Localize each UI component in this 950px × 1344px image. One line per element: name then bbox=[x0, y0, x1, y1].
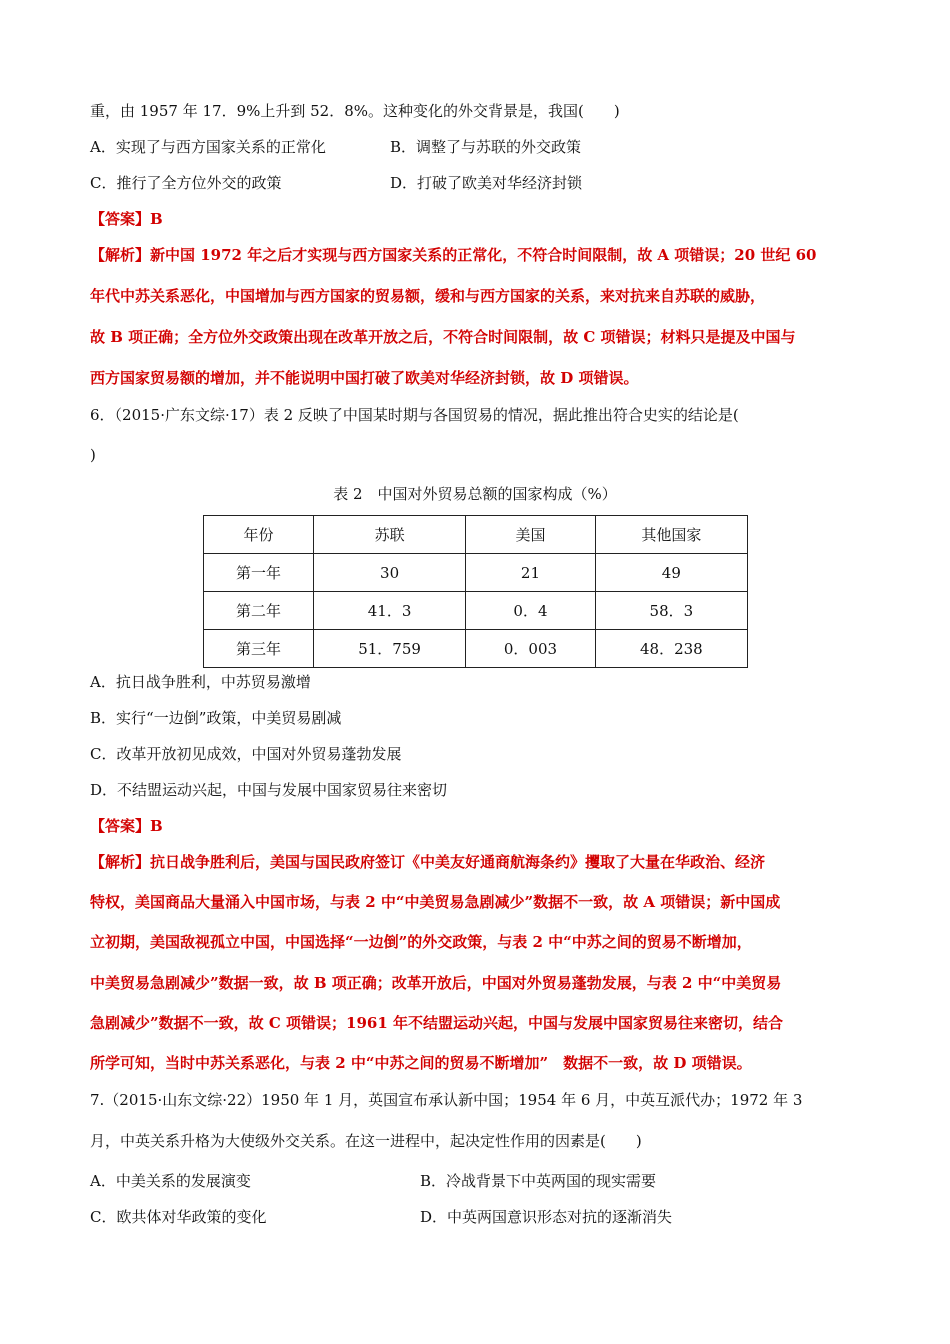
q5-answer-value: B bbox=[150, 210, 163, 228]
q5-option-c: C．推行了全方位外交的政策 bbox=[90, 174, 282, 192]
q6-analysis-line-4: 中美贸易急剧减少”数据一致，故 B 项正确；改革开放后，中国对外贸易蓬勃发展，与表 2 中“中美贸易 bbox=[90, 974, 782, 992]
table-cell: 0．4 bbox=[466, 592, 595, 630]
q6-analysis-line-3: 立初期，美国敌视孤立中国，中国选择“一边倒”的外交政策，与表 2 中“中苏之间的贸易不断增加， bbox=[90, 933, 752, 951]
q7-option-b: B．冷战背景下中英两国的现实需要 bbox=[420, 1172, 657, 1190]
table-row bbox=[204, 554, 748, 592]
table-cell: 48．238 bbox=[595, 630, 747, 668]
q6-option-c: C．改革开放初见成效，中国对外贸易蓬勃发展 bbox=[90, 745, 402, 763]
table-row bbox=[204, 630, 748, 668]
table-cell: 49 bbox=[595, 554, 747, 592]
q6-analysis-line-6: 所学可知，当时中苏关系恶化，与表 2 中“中苏之间的贸易不断增加” 数据不一致，故 D 项错误。 bbox=[90, 1054, 752, 1072]
q5-option-b: B．调整了与苏联的外交政策 bbox=[390, 138, 582, 156]
table-header-cell: 其他国家 bbox=[595, 516, 747, 554]
table-cell: 第一年 bbox=[204, 554, 314, 592]
q5-option-d: D．打破了欧美对华经济封锁 bbox=[390, 174, 583, 192]
q6-analysis-label: 【解析】 bbox=[90, 853, 151, 871]
q5-analysis-label: 【解析】 bbox=[90, 246, 151, 264]
q5-analysis-line-1: 【解析】新中国 1972 年之后才实现与西方国家关系的正常化，不符合时间限制，故 A 项错误；20 世纪 60 bbox=[90, 246, 817, 264]
q5-stem-tail: 重，由 1957 年 17．9%上升到 52．8%。这种变化的外交背景是，我国( ) bbox=[90, 102, 620, 120]
q6-option-d: D．不结盟运动兴起，中国与发展中国家贸易往来密切 bbox=[90, 781, 448, 799]
q6-table-caption: 表 2 中国对外贸易总额的国家构成（%） bbox=[333, 485, 617, 503]
table-cell: 21 bbox=[466, 554, 595, 592]
table-cell: 0．003 bbox=[466, 630, 595, 668]
q5-option-a: A．实现了与西方国家关系的正常化 bbox=[90, 138, 326, 156]
q6-answer-label: 【答案】 bbox=[90, 817, 151, 835]
table-cell: 第三年 bbox=[204, 630, 314, 668]
q6-analysis-line-2: 特权，美国商品大量涌入中国市场，与表 2 中“中美贸易急剧减少”数据不一致，故 A 项错误；新中国成 bbox=[90, 893, 781, 911]
q5-analysis-line-4: 西方国家贸易额的增加，并不能说明中国打破了欧美对华经济封锁，故 D 项错误。 bbox=[90, 369, 639, 387]
q5-analysis-line-2: 年代中苏关系恶化，中国增加与西方国家的贸易额，缓和与西方国家的关系，来对抗来自苏联的威胁， bbox=[90, 287, 766, 305]
q6-option-b: B．实行“一边倒”政策，中美贸易剧减 bbox=[90, 709, 342, 727]
table-row bbox=[204, 592, 748, 630]
q7-stem-line-2: 月，中英关系升格为大使级外交关系。在这一进程中，起决定性作用的因素是( ) bbox=[90, 1132, 642, 1150]
q6-answer bbox=[90, 816, 163, 836]
q6-answer-value: B bbox=[150, 817, 163, 835]
q6-analysis-line-5: 急剧减少”数据不一致，故 C 项错误；1961 年不结盟运动兴起，中国与发展中国家贸易往来密切，结合 bbox=[90, 1014, 783, 1032]
q5-analysis-line-3: 故 B 项正确；全方位外交政策出现在改革开放之后，不符合时间限制，故 C 项错误；材料只是提及中国与 bbox=[90, 328, 796, 346]
table-cell: 30 bbox=[313, 554, 465, 592]
q7-option-c: C．欧共体对华政策的变化 bbox=[90, 1208, 267, 1226]
q6-stem-line-2: ) bbox=[90, 446, 96, 464]
q5-answer-label: 【答案】 bbox=[90, 210, 151, 228]
table-header-row bbox=[204, 516, 748, 554]
table-header-cell: 年份 bbox=[204, 516, 314, 554]
q6-option-a: A．抗日战争胜利，中苏贸易激增 bbox=[90, 673, 311, 691]
table-cell: 51．759 bbox=[313, 630, 465, 668]
q5-answer bbox=[90, 209, 163, 229]
table-cell: 41．3 bbox=[313, 592, 465, 630]
q6-trade-table bbox=[203, 515, 748, 668]
q6-analysis-line-1: 【解析】抗日战争胜利后，美国与国民政府签订《中美友好通商航海条约》攫取了大量在华政治、经济 bbox=[90, 853, 766, 871]
q7-option-d: D．中英两国意识形态对抗的逐渐消失 bbox=[420, 1208, 673, 1226]
table-header-cell: 美国 bbox=[466, 516, 595, 554]
q6-stem-line-1: 6．（2015·广东文综·17）表 2 反映了中国某时期与各国贸易的情况，据此推出符合史实的结论是( bbox=[90, 406, 739, 424]
table-cell: 58．3 bbox=[595, 592, 747, 630]
table-header-cell: 苏联 bbox=[313, 516, 465, 554]
table-cell: 第二年 bbox=[204, 592, 314, 630]
q7-option-a: A．中美关系的发展演变 bbox=[90, 1172, 251, 1190]
q7-stem-line-1: 7.（2015·山东文综·22）1950 年 1 月，英国宣布承认新中国；1954 年 6 月，中英互派代办；1972 年 3 bbox=[90, 1091, 803, 1109]
